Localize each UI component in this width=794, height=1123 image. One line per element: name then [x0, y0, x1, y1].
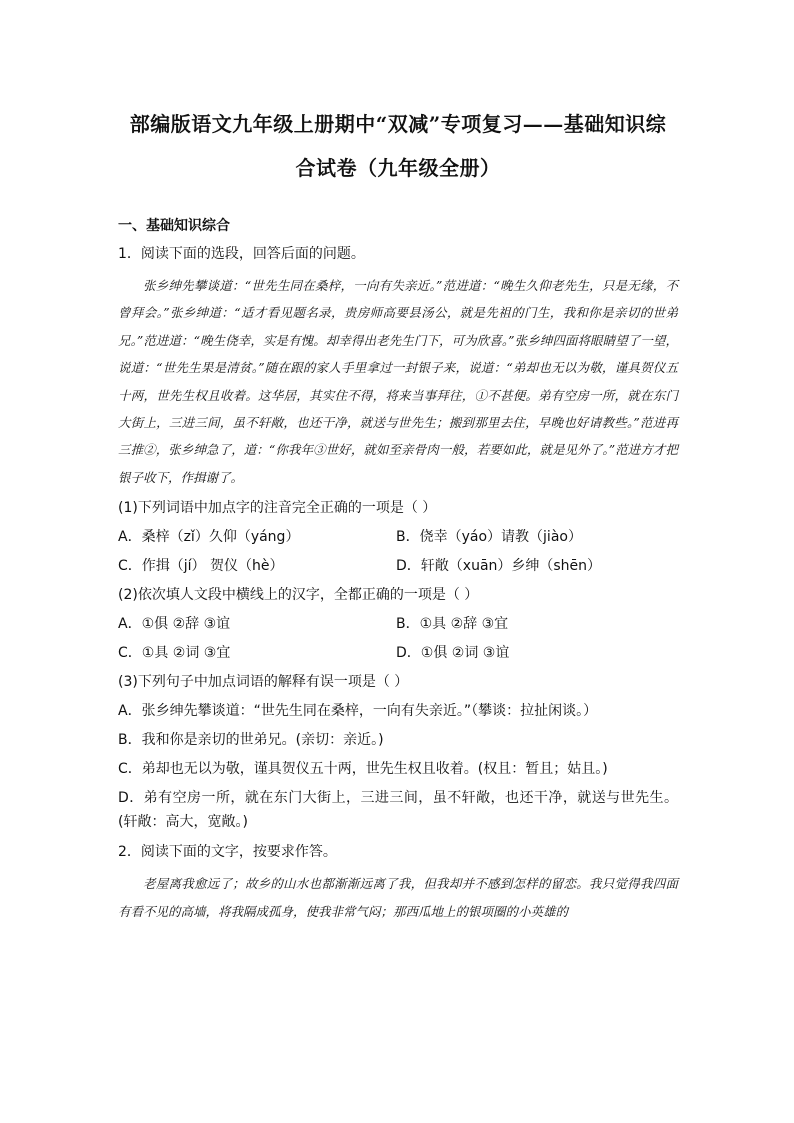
option-c: C．弟却也无以为敬，谨具贺仪五十两，世先生权且收着。(权且：暂且；姑且。): [118, 761, 608, 778]
option-a: A．张乡绅先攀谈道：“世先生同在桑梓，一向有失亲近。”（攀谈：拉扯闲谈。）: [118, 703, 598, 720]
option-d: D．轩敞（xuān）乡绅（shēn）: [396, 558, 602, 575]
question-1-passage: 张乡绅先攀谈道：“世先生同在桑梓，一向有失亲近。”范进道：“晚生久仰老先生，只是无缘，不曾拜会。”张乡绅道：“适才看见题名录，贵房师高要县汤公，就是先祖的门生，我和你是亲切的世弟兄。”范进道：“晚生侥幸，实是有愧。却幸得出老先生门下，可为欣喜。”张乡绅四面将眼睛望了一望，说道：“世先生果是清贫。”随在跟的家人手里拿过一封银子来，说道：“弟却也无以为敬，谨具贺仪五十两，世先生权且收着。这华居，其实住不得，将来当事拜往，①不甚便。弟有空房一所，就在东门大街上，三进三间，虽不轩敞，也还干净，就送与世先生；搬到那里去住，早晚也好请教些。”范进再三推②，张乡绅急了，道：“你我年③世好，就如至亲骨肉一般，若要如此，就是见外了。”范进方才把银子收下，作揖谢了。: [118, 278, 678, 485]
title-line-2: 合试卷（九年级全册）: [295, 156, 501, 180]
title-line-1: 部编版语文九年级上册期中“双减”专项复习——基础知识综: [129, 112, 667, 136]
option-a: A．①俱 ②辞 ③谊: [118, 616, 231, 633]
option-c: C．作揖（jí） 贺仪（hè）: [118, 558, 284, 575]
option-a: A．桑梓（zǐ）久仰（yáng）: [118, 529, 300, 546]
subquestion-1-stem: (1)下列词语中加点字的注音完全正确的一项是（ ）: [118, 500, 437, 517]
page-title: [118, 0, 678, 190]
section-heading: 一、基础知识综合: [118, 218, 230, 234]
option-d: D．弟有空房一所，就在东门大街上，三进三间，虽不轩敞，也还干净，就送与世先生。(轩敞：高大，宽敞。): [118, 790, 678, 831]
option-b: B．我和你是亲切的世弟兄。(亲切：亲近。): [118, 732, 384, 749]
option-c: C．①具 ②词 ③宜: [118, 645, 231, 662]
subquestion-1-options-row-2: [118, 554, 678, 578]
option-b: B．侥幸（yáo）请教（jiào）: [396, 529, 582, 546]
subquestion-2-stem: (2)依次填人文段中横线上的汉字，全都正确的一项是（ ）: [118, 587, 479, 604]
option-b: B．①具 ②辞 ③宜: [396, 616, 509, 633]
subquestion-2-options-row-2: [118, 641, 678, 665]
subquestion-2-options-row-1: [118, 612, 678, 636]
subquestion-3-stem: (3)下列句子中加点词语的解释有误一项是（ ）: [118, 674, 409, 691]
subquestion-1-options-row-1: [118, 525, 678, 549]
question-1-stem: 1．阅读下面的选段，回答后面的问题。: [118, 246, 365, 262]
question-2-passage: 老屋离我愈远了；故乡的山水也都渐渐远离了我，但我却并不感到怎样的留恋。我只觉得我四面有看不见的高墙，将我隔成孤身，使我非常气闷；那西瓜地上的银项圈的小英雄的: [118, 876, 678, 920]
question-2-stem: 2．阅读下面的文字，按要求作答。: [118, 844, 337, 861]
option-d: D．①俱 ②词 ③谊: [396, 645, 510, 662]
